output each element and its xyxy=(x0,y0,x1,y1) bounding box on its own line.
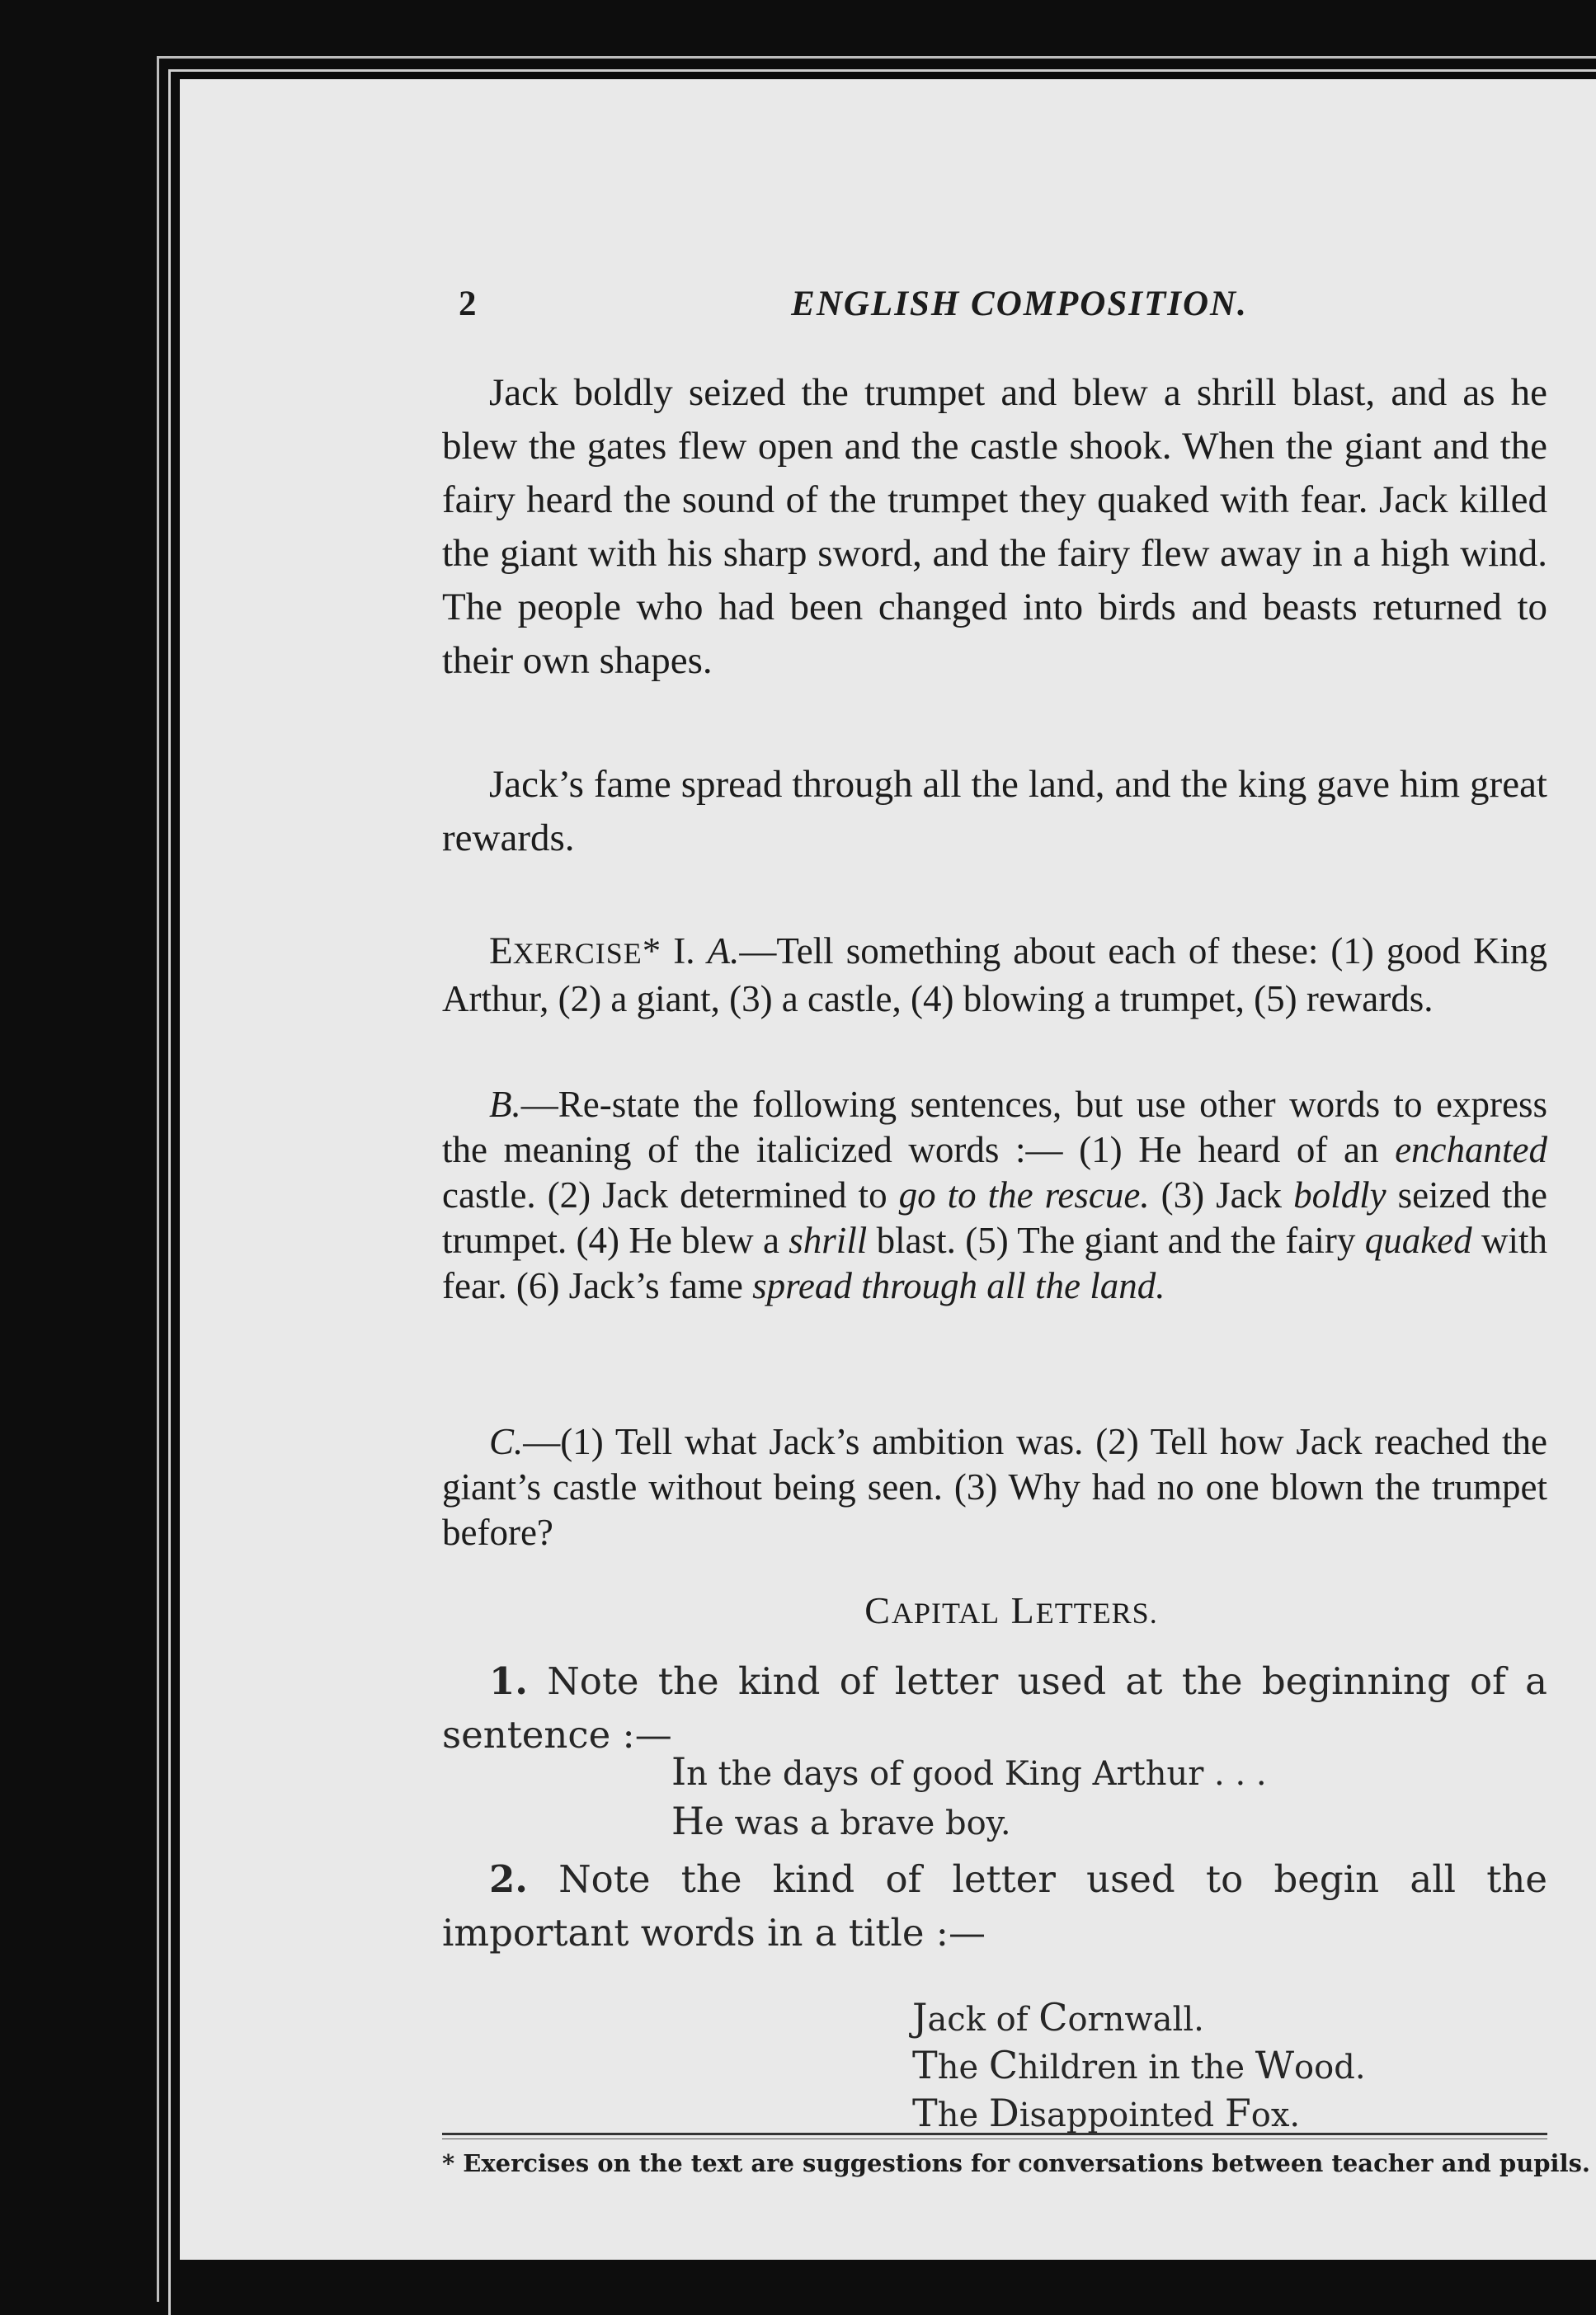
part-b-text-5: blast. (5) The giant and the fairy xyxy=(867,1220,1365,1261)
heading-initial-c: C xyxy=(864,1589,892,1631)
example-text: ornwall. xyxy=(1067,2001,1204,2039)
italic-word-4: shrill xyxy=(789,1220,868,1261)
italic-word-3: boldly xyxy=(1293,1174,1386,1216)
part-b-text-2: castle. (2) Jack determined to xyxy=(442,1174,899,1216)
part-b-label: B. xyxy=(489,1084,521,1125)
footnote-marker: * xyxy=(642,930,661,972)
rule-2-number: 2. xyxy=(489,1857,528,1901)
part-c-label: C. xyxy=(489,1421,524,1462)
rule-1 xyxy=(442,1654,1547,1762)
capital-initial: T xyxy=(912,2043,938,2087)
exercise-label-rest: XERCISE xyxy=(512,937,643,970)
example-text: ood. xyxy=(1294,2049,1366,2087)
page-title: ENGLISH COMPOSITION. xyxy=(791,285,1248,323)
example-text: e was a brave boy. xyxy=(704,1804,1011,1842)
italic-word-1: enchanted xyxy=(1395,1129,1547,1170)
capital-initial: W xyxy=(1255,2043,1295,2087)
heading-initial-l: L xyxy=(1010,1589,1036,1631)
running-head xyxy=(442,284,1547,333)
example-text: he xyxy=(937,2049,989,2087)
example-text: isappointed xyxy=(1019,2096,1225,2134)
rule-2-example-2 xyxy=(912,2040,1366,2092)
exercise-part-c xyxy=(442,1419,1547,1555)
capital-initial: F xyxy=(1224,2091,1251,2135)
page-number: 2 xyxy=(459,285,478,323)
rule-2-example-1 xyxy=(912,1993,1204,2044)
section-heading-capital-letters xyxy=(442,1588,1547,1632)
part-b-text-3: (3) Jack xyxy=(1149,1174,1294,1216)
example-text: hildren in the xyxy=(1018,2049,1255,2087)
capital-initial: I xyxy=(671,1749,687,1794)
part-a-label: A. xyxy=(707,930,740,972)
example-text: n the days of good King Arthur . . . xyxy=(686,1755,1267,1793)
rule-2 xyxy=(442,1852,1547,1960)
heading-apital: APITAL xyxy=(891,1597,1000,1630)
footnote-rule xyxy=(442,2133,1547,2135)
exercise-number: I. xyxy=(673,930,695,972)
exercise-label-initial: E xyxy=(489,929,513,972)
capital-initial: H xyxy=(671,1799,705,1843)
footnote: * Exercises on the text are suggestions for conversations between teacher and pupils. xyxy=(442,2149,1591,2177)
rule-1-example-2 xyxy=(671,1796,1011,1848)
exercise-part-a xyxy=(442,929,1547,1022)
italic-word-6: spread through all the land. xyxy=(752,1265,1165,1306)
heading-etters: ETTERS. xyxy=(1035,1597,1158,1630)
rule-1-text: Note the kind of letter used at the beginning of a sentence :— xyxy=(442,1659,1547,1757)
part-b-text-6: with fear. (6) Jack’s fame xyxy=(442,1220,1547,1306)
part-b-intro: —Re-state the following sentences, but use other words to express the meaning of the italicized words :— (1) He heard of an xyxy=(442,1084,1547,1170)
part-a-text: —Tell something about each of these: (1) good King Arthur, (2) a giant, (3) a castle, (4) blowing a trumpet, (5) rewards. xyxy=(442,930,1547,1019)
italic-word-2: go to the rescue. xyxy=(898,1174,1150,1216)
capital-initial: T xyxy=(912,2091,938,2135)
story-paragraph-2: Jack’s fame spread through all the land, and the king gave him great rewards. xyxy=(442,763,1547,859)
capital-initial: C xyxy=(988,2043,1019,2087)
rule-1-number: 1. xyxy=(489,1659,528,1703)
scan-bottom-margin xyxy=(180,2260,1596,2312)
example-text: he xyxy=(937,2096,989,2134)
story-paragraph-1: Jack boldly seized the trumpet and blew a shrill blast, and as he blew the gates flew open and the castle shook. When the giant and the fairy heard the sound of the trumpet they quaked with fear. Jack killed the giant with his sharp sword, and the fairy flew away in a high wind. The people who had been changed into birds and beasts returned to their own shapes. xyxy=(442,371,1547,682)
italic-word-5: quaked xyxy=(1364,1220,1472,1261)
example-text: ack of xyxy=(927,2001,1039,2039)
capital-initial: J xyxy=(912,1995,928,2040)
book-page xyxy=(180,79,1596,2273)
rule-2-text: Note the kind of letter used to begin all the important words in a title :— xyxy=(442,1857,1547,1955)
part-c-text: —(1) Tell what Jack’s ambition was. (2) Tell how Jack reached the giant’s castle without being seen. (3) Why had no one blown the trumpet before? xyxy=(442,1421,1547,1553)
capital-initial: D xyxy=(988,2091,1019,2135)
capital-initial: C xyxy=(1038,1995,1068,2040)
exercise-part-b xyxy=(442,1082,1547,1309)
rule-1-example-1 xyxy=(671,1747,1267,1799)
example-text: ox. xyxy=(1250,2096,1301,2134)
part-b-text-4: seized the trumpet. (4) He blew a xyxy=(442,1174,1547,1261)
